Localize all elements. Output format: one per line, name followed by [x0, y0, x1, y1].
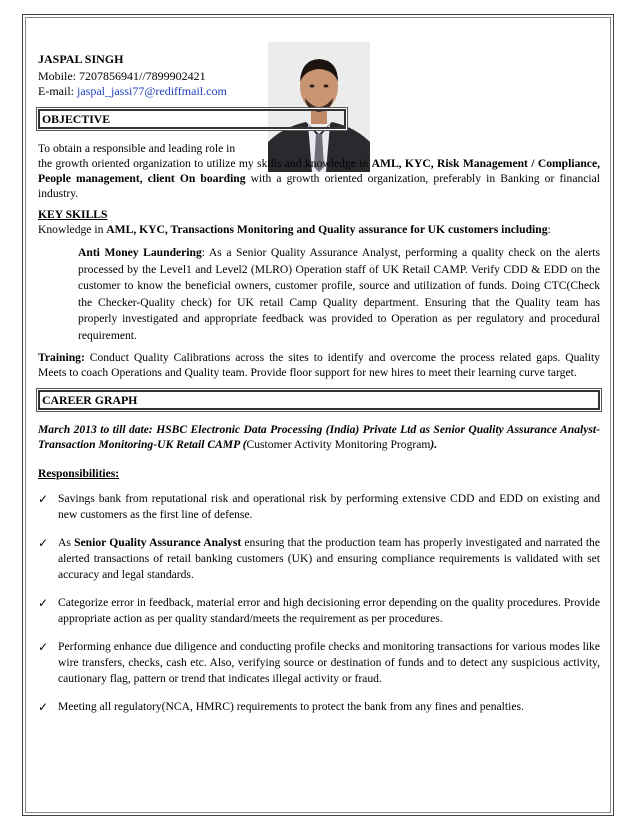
objective-bold-skills: AML, KYC, Risk Management / Compliance, People management, client On boarding: [38, 157, 601, 185]
checkmark-icon: ✓: [38, 640, 49, 654]
training-title: Training:: [38, 351, 85, 364]
training-paragraph: [38, 350, 600, 380]
aml-title: Anti Money Laundering: [78, 246, 202, 259]
career-title: [38, 422, 600, 452]
key-skills-intro-bold: AML, KYC, Transactions Monitoring and Quality assurance for UK customers including: [106, 223, 548, 236]
list-item-text: Meeting all regulatory(NCA, HMRC) requirements to protect the bank from any fines and penalties.: [58, 700, 524, 713]
list-item-text: Savings bank from reputational risk and operational risk by performing extensive CDD and EDD on existing and new customers as the first line of defense.: [58, 492, 600, 521]
list-item: [38, 491, 600, 523]
career-title-bold: March 2013 to till date: HSBC Electronic Data Processing (India) Private Ltd as Senior Quality Assurance Analyst-Transaction Monitoring-UK Retail CAMP (: [38, 423, 600, 451]
mobile-line: Mobile: 7207856941//7899902421: [38, 69, 206, 83]
career-title-end: ).: [430, 438, 438, 451]
list-item-text: Performing enhance due diligence and conducting profile checks and monitoring transactions for various modes like wire transfers, checks, cash etc. Also, verifying source or destination of funds and to detect any suspicious activity, cautionary flag, pattern or trend that indicates illegal activity or fraud.: [58, 640, 600, 685]
email-label: E-mail:: [38, 84, 77, 98]
objective-text-start: To obtain a responsible and leading role in: [38, 142, 236, 155]
key-skills-intro-plain: Knowledge in: [38, 223, 107, 236]
list-item: [38, 699, 600, 715]
aml-paragraph: [38, 245, 600, 344]
list-item: [38, 595, 600, 627]
email-link[interactable]: jaspal_jassi77@rediffmail.com: [77, 84, 227, 98]
list-item: [38, 535, 600, 583]
list-item-bold: Senior Quality Assurance Analyst: [74, 536, 242, 549]
checkmark-icon: ✓: [38, 492, 49, 506]
list-item: [38, 639, 600, 687]
resume-content: [38, 52, 600, 727]
list-item-text: ensuring that the production team has properly investigated and narrated the alerted transactions of retail banking customers (UK) and ensuring compliance requirements is validated with set accuracy and legal standards.: [58, 536, 600, 581]
list-item-pre: As: [58, 536, 75, 549]
objective-text-end: with a growth oriented organization, preferably in Banking or financial industry.: [38, 172, 601, 200]
key-skills-intro-end: :: [547, 223, 551, 236]
email-line: [38, 84, 600, 99]
list-item-text: Categorize error in feedback, material error and high decisioning error depending on the quality procedures. Provide appropriate action as per quality standard/meets the requirement as per procedures.: [58, 596, 600, 625]
checkmark-icon: ✓: [38, 596, 49, 610]
key-skills-title: KEY SKILLS: [38, 208, 108, 221]
key-skills-intro: [38, 222, 600, 237]
responsibilities-list: [38, 491, 600, 715]
candidate-name: JASPAL SINGH: [38, 52, 124, 66]
responsibilities-label: Responsibilities:: [38, 467, 120, 480]
training-text: Conduct Quality Calibrations across the sites to identify and overcome the process related gaps. Quality Meets to coach Operations and Quality team. Provide floor support for new hires to meet their learning curve target.: [38, 351, 600, 379]
career-title-program: Customer Activity Monitoring Program: [246, 438, 431, 451]
aml-text: : As a Senior Quality Assurance Analyst, performing a quality check on the alerts processed by the Level1 and Level2 (MLRO) Operation staff of UK Retail CAMP. Verify CDD & EDD on the customer to know the beneficial owners, customer profile, source and utilization of funds. Doing CTC(Check the Checker-Quality check) for UK retail Camp Quality department. Ensuring that the Quality team has properly investigated and appropriate feedback was provided to Operation as per regulatory and procedural requirement.: [78, 246, 600, 342]
checkmark-icon: ✓: [38, 700, 49, 714]
career-graph-heading: CAREER GRAPH: [38, 390, 600, 410]
objective-heading: OBJECTIVE: [38, 109, 346, 129]
objective-text: [38, 141, 600, 201]
checkmark-icon: ✓: [38, 536, 49, 550]
objective-text-line2: the growth oriented organization to utilize my skills and knowledge in: [38, 157, 372, 170]
